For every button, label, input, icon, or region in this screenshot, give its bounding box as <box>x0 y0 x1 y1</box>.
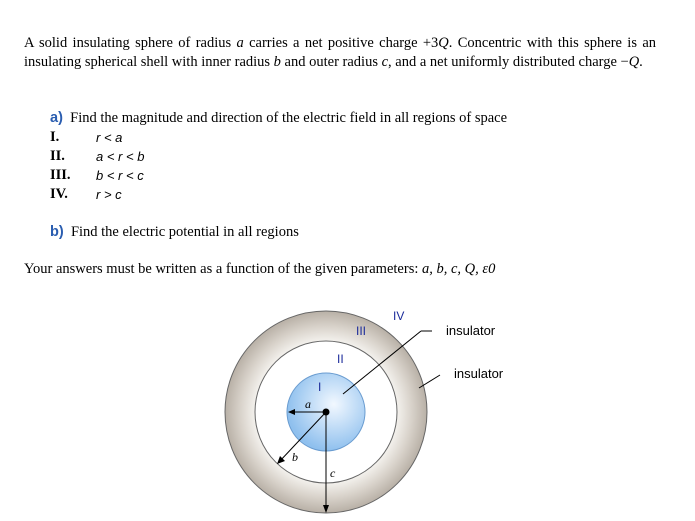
region-2-num: II. <box>50 148 65 164</box>
region-3-num: III. <box>50 167 71 183</box>
radius-b-label: b <box>292 450 298 464</box>
region-1-num: I. <box>50 129 60 145</box>
answer-note: Your answers must be written as a function of the given parameters: a, b, c, Q, ε0 <box>24 261 496 277</box>
region-3-cond: b < r < c <box>96 168 144 183</box>
part-b: b) Find the electric potential in all regions <box>50 224 299 240</box>
region-label-3: III <box>356 324 367 338</box>
insulator-label-shell: insulator <box>454 366 504 381</box>
region-label-4: IV <box>393 309 405 323</box>
region-4-num: IV. <box>50 186 68 202</box>
region-2-cond: a < r < b <box>96 149 145 164</box>
problem-statement: A solid insulating sphere of radius a carries a net positive charge +3Q. Concentric with this sphere is an insulating spherical shell with inner radius b and outer radius c, and a net uniformly distributed charge −Q. <box>24 35 657 70</box>
region-label-2: II <box>337 352 344 366</box>
part-a: a) Find the magnitude and direction of the electric field in all regions of space <box>50 110 508 126</box>
region-1-cond: r < a <box>96 130 123 145</box>
region-label-1: I <box>318 380 322 394</box>
insulator-label-sphere: insulator <box>446 323 496 338</box>
radius-c-label: c <box>330 466 336 480</box>
radius-a-label: a <box>305 397 311 411</box>
region-4-cond: r > c <box>96 187 122 202</box>
